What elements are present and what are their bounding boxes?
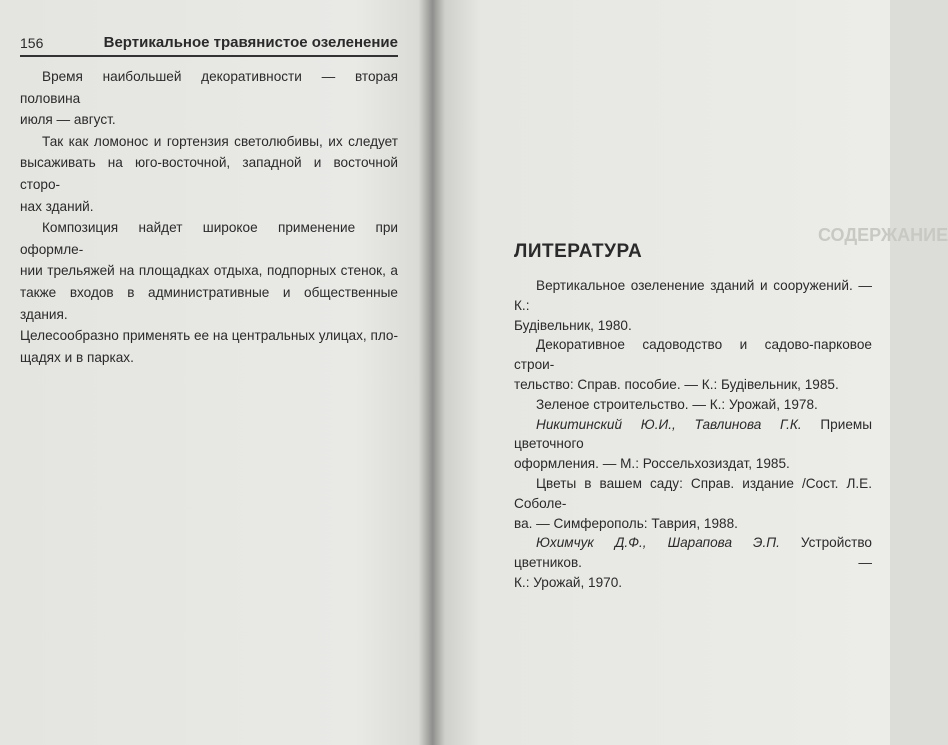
left-page bbox=[0, 0, 432, 745]
running-head bbox=[20, 33, 398, 57]
text-line: июля — август. bbox=[20, 112, 116, 128]
text-line bbox=[514, 395, 872, 415]
reference-text: Приемы цветочного bbox=[514, 416, 872, 452]
text-line bbox=[514, 514, 872, 534]
text-line bbox=[514, 474, 872, 514]
text-line: Композиция найдет широкое применение при оформле- bbox=[20, 220, 398, 257]
text-line bbox=[514, 573, 872, 593]
text-line bbox=[514, 415, 872, 455]
section-heading: ЛИТЕРАТУРА bbox=[514, 241, 643, 262]
text-line: нах зданий. bbox=[20, 198, 94, 214]
reference-entry bbox=[514, 335, 872, 394]
text-line: высаживать на юго-восточной, западной и восточной сторо- bbox=[20, 155, 398, 192]
right-page bbox=[446, 0, 948, 745]
text-line: Целесообразно применять ее на центральных улицах, пло- bbox=[20, 328, 398, 344]
reference-text: Устройство цветников. — bbox=[514, 535, 872, 571]
reference-entry bbox=[514, 276, 872, 335]
reference-entry bbox=[514, 533, 872, 592]
text-line: Время наибольшей декоративности — вторая половина bbox=[20, 69, 398, 106]
reference-authors: Юхимчук Д.Ф., Шарапова Э.П. bbox=[536, 535, 780, 551]
reference-entry bbox=[514, 474, 872, 533]
reference-text: Цветы в вашем саду: Справ. издание /Сост. Л.Е. Соболе- bbox=[514, 475, 872, 511]
text-line: щадях и в парках. bbox=[20, 349, 134, 365]
paragraph bbox=[20, 131, 398, 217]
reference-text: оформления. — М.: Россельхозиздат, 1985. bbox=[514, 456, 790, 472]
left-body-text bbox=[20, 66, 398, 368]
text-line bbox=[514, 316, 872, 336]
reference-text: ва. — Симферополь: Таврия, 1988. bbox=[514, 515, 738, 531]
reference-entry bbox=[514, 395, 872, 415]
reference-text: тельство: Справ. пособие. — К.: Будівельник, 1985. bbox=[514, 376, 839, 392]
reference-text: Будівельник, 1980. bbox=[514, 317, 632, 333]
text-line bbox=[514, 533, 872, 573]
text-line: Так как ломонос и гортензия светолюбивы, их следует bbox=[42, 133, 398, 149]
text-line bbox=[514, 276, 872, 316]
reference-entry bbox=[514, 415, 872, 474]
paragraph bbox=[20, 217, 398, 368]
reference-text: Декоративное садоводство и садово-парковое строи- bbox=[514, 337, 872, 373]
reference-text: Вертикальное озеленение зданий и сооружений. — К.: bbox=[514, 278, 872, 313]
page-number: 156 bbox=[20, 35, 44, 51]
text-line bbox=[514, 454, 872, 474]
bleed-through-text: СОДЕРЖАНИЕ bbox=[818, 225, 948, 245]
text-line bbox=[514, 335, 872, 375]
running-title: Вертикальное травянистое озеленение bbox=[103, 34, 398, 51]
reference-text: К.: Урожай, 1970. bbox=[514, 574, 623, 590]
references-list bbox=[514, 276, 872, 593]
text-line: также входов в административные и общественные здания. bbox=[20, 284, 398, 322]
paragraph bbox=[20, 66, 398, 131]
reference-text: Зеленое строительство. — К.: Урожай, 1978. bbox=[536, 396, 818, 412]
text-line: нии трельяжей на площадках отдыха, подпорных стенок, а bbox=[20, 263, 398, 279]
text-line bbox=[514, 375, 872, 395]
reference-authors: Никитинский Ю.И., Тавлинова Г.К. bbox=[536, 416, 802, 432]
